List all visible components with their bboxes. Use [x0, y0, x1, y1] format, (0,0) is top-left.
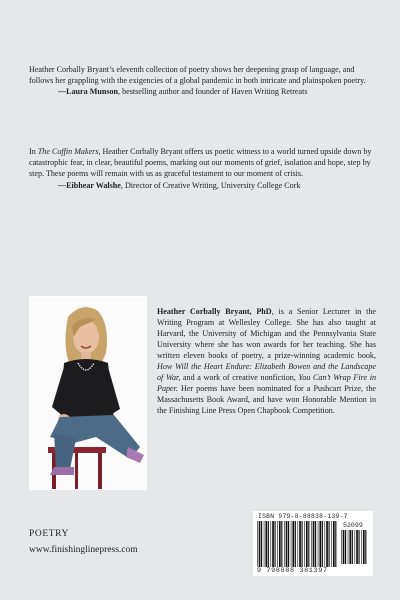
bio-book-title-1: How Will the Heart Endure: Elizabeth Bowen and the Landscape of War,: [157, 361, 376, 382]
bio-text-3: Her poems have been nominated for a Pushcart Prize, the Massachusetts Book Award, and have won Honorable Mention in the Finishing Line Press Open Chapbook Competition.: [157, 383, 376, 415]
bio-book-title-2: You Can’t Wrap Fire in Paper.: [157, 372, 376, 393]
bio-text-2: and a work of creative nonfiction,: [180, 372, 299, 382]
review-body: , Heather Corbally Bryant offers us poetic witness to a world turned upside down by catastrophic fear, in clear, beautiful poems, marking out our moments of grief, isolation and hope, step by step. These poems will remain with us as graceful testament to our moment of crisis.: [29, 147, 372, 179]
price-barcode-bars: [341, 530, 369, 564]
reviewer-name: —Eibhear Walshe: [58, 180, 121, 190]
author-bio: [157, 307, 376, 417]
review-eibhear-walshe: [29, 146, 375, 191]
reviewer-role: , Director of Creative Writing, University College Cork: [120, 180, 301, 190]
price-code: 52099: [343, 522, 363, 529]
isbn-barcode: [253, 511, 373, 576]
review-body: Heather Corbally Bryant’s eleventh collection of poetry shows her deepening grasp of language, and follows her grappling with the exigencies of a global pandemic in both intricate and plainspoken poetry.: [29, 65, 366, 86]
bio-paragraph: [157, 307, 376, 417]
review-text: [29, 146, 375, 180]
ean-barcode-bars: [257, 521, 337, 567]
review-laura-munson: [29, 64, 375, 98]
genre-label: POETRY: [29, 529, 70, 539]
author-portrait-illustration: [30, 297, 146, 489]
reviewer-name: —Laura Munson: [58, 87, 119, 97]
isbn-label: ISBN 979-8-88838-139-7: [258, 513, 348, 520]
author-name: Heather Corbally Bryant, PhD: [157, 307, 272, 316]
review-text: [29, 64, 375, 86]
review-attribution: [29, 180, 375, 191]
author-photo: [29, 296, 147, 490]
review-attribution: [29, 86, 375, 97]
review-prefix: In: [29, 147, 38, 156]
book-title: The Coffin Makers: [37, 147, 99, 156]
reviewer-role: , bestselling author and founder of Haven Writing Retreats: [118, 87, 308, 97]
ean-digits: 9 798888 381397: [257, 567, 328, 575]
bio-text-1: , is a Senior Lecturer in the Writing Program at Wellesley College. She has also taught at Harvard, the University of Michigan and the Pennsylvania State University where she has won awards for her teaching. She has written eleven books of poetry, a prize-winning academic book,: [157, 307, 376, 360]
publisher-website: www.finishinglinepress.com: [29, 545, 138, 555]
